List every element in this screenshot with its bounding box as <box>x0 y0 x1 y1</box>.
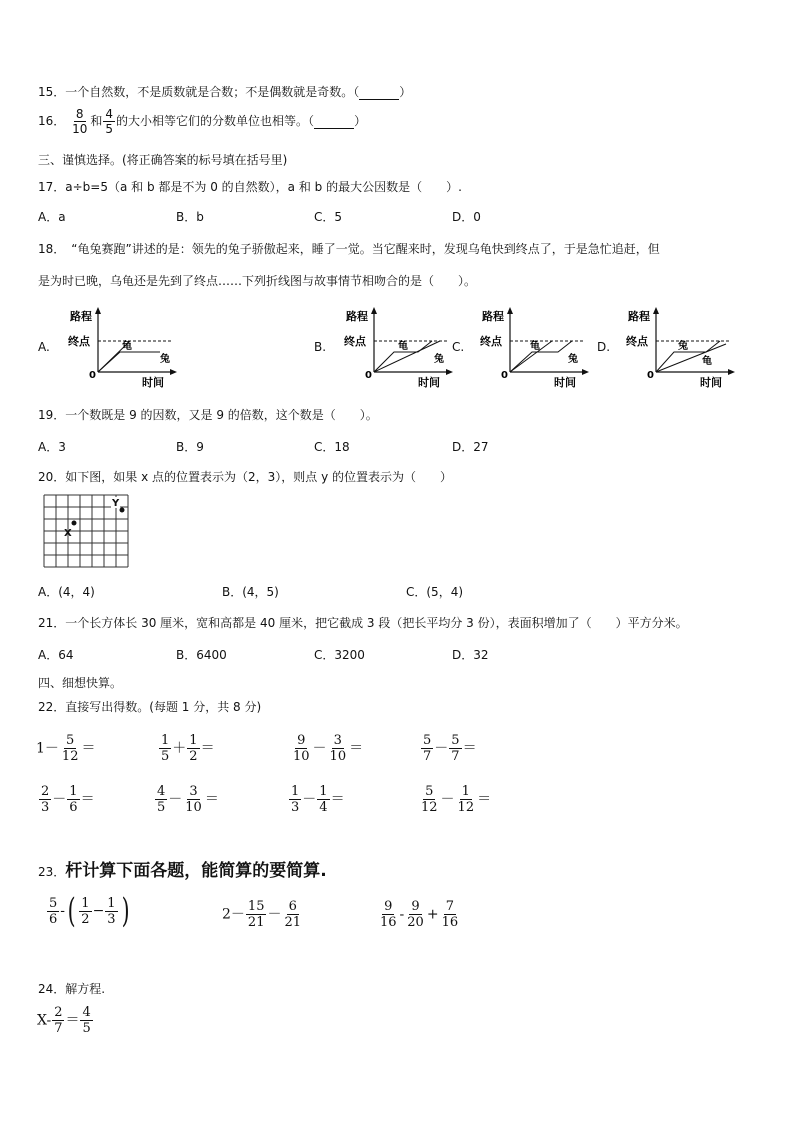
option-b[interactable]: B．b <box>176 210 204 224</box>
svg-text:时间: 时间 <box>418 376 440 388</box>
calc-item-4[interactable]: $\frac{5}{7}$ － $\frac{5}{7}$ ＝ <box>423 733 477 764</box>
question-19-text: 19．一个数既是 9 的因数，又是 9 的倍数，这个数是（ ）。 <box>38 408 378 422</box>
option-d[interactable]: D. <box>597 340 611 354</box>
equation[interactable]: X- $\frac{2}{7}$ ＝ $\frac{4}{5}$ <box>37 1005 91 1036</box>
option-a[interactable]: A．(4，4) <box>38 585 95 599</box>
svg-text:兔: 兔 <box>568 354 578 365</box>
svg-text:龟: 龟 <box>530 341 540 352</box>
point-x-label: X <box>64 528 72 539</box>
svg-text:时间: 时间 <box>142 376 164 388</box>
option-c[interactable]: C．5 <box>314 210 343 224</box>
answer-blank[interactable] <box>359 85 399 100</box>
svg-text:龟: 龟 <box>702 356 712 367</box>
option-b[interactable]: B．9 <box>176 440 204 454</box>
option-b[interactable]: B. <box>314 340 327 354</box>
point-y-label: Y <box>112 498 120 509</box>
option-d[interactable]: D．0 <box>452 210 481 224</box>
svg-text:龟: 龟 <box>398 341 408 352</box>
calc-item-3[interactable]: $\frac{9}{10}$ － $\frac{3}{10}$ ＝ <box>293 733 364 764</box>
graph-b[interactable] <box>336 304 456 388</box>
question-23-heading: 23．杆计算下面各题，能简算的要简算. <box>38 861 327 881</box>
question-20-text: 20．如下图，如果 x 点的位置表示为（2，3），则点 y 的位置表示为（ ） <box>38 470 453 484</box>
calc-item-1[interactable]: 1－ $\frac{5}{12}$ ＝ <box>36 733 96 764</box>
question-21-text: 21．一个长方体长 30 厘米，宽和高都是 40 厘米，把它截成 3 段（把长平均分 3 份），表面积增加了（ ）平方分米。 <box>38 616 688 630</box>
calc-item-5[interactable]: $\frac{2}{3}$ － $\frac{1}{6}$ ＝ <box>41 784 95 815</box>
option-c[interactable]: C．(5，4) <box>406 585 464 599</box>
svg-text:兔: 兔 <box>678 341 688 352</box>
svg-text:终点: 终点 <box>626 335 648 348</box>
expression-1[interactable]: $\frac{5}{6}$ -( $\frac{1}{2}$ − $\frac{1}{3}$ ) <box>49 891 130 931</box>
question-18-line2: 是为时已晚，乌龟还是先到了终点……下列折线图与故事情节相吻合的是（ ）。 <box>38 274 477 288</box>
calc-item-8[interactable]: $\frac{5}{12}$ － $\frac{1}{12}$ ＝ <box>421 784 492 815</box>
graph-a[interactable] <box>60 304 180 388</box>
question-17-text: 17．a÷b=5（a 和 b 都是不为 0 的自然数），a 和 b 的最大公因数是（ ）. <box>38 180 462 194</box>
answer-blank[interactable] <box>314 114 354 129</box>
option-a[interactable]: A. <box>38 340 50 354</box>
svg-text:0: 0 <box>647 370 654 381</box>
expression-2[interactable]: 2－ $\frac{15}{21}$ － $\frac{6}{21}$ <box>222 899 302 930</box>
question-24-text: 24．解方程. <box>38 982 106 996</box>
question-18-line1: 18． “龟兔赛跑”讲述的是：领先的兔子骄傲起来，睡了一觉。当它醒来时，发现乌龟快到终点了，于是急忙追赶，但 <box>38 242 660 256</box>
svg-text:路程: 路程 <box>628 310 650 323</box>
coordinate-grid <box>40 492 130 572</box>
section-4-heading: 四、细想快算。 <box>38 676 123 690</box>
svg-text:终点: 终点 <box>344 335 366 348</box>
svg-text:终点: 终点 <box>68 335 90 348</box>
svg-text:兔: 兔 <box>434 354 444 365</box>
svg-text:0: 0 <box>365 370 372 381</box>
question-15-text: 15．一个自然数，不是质数就是合数；不是偶数就是奇数。（ <box>38 85 360 99</box>
question-22-text: 22．直接写出得数。(每题 1 分，共 8 分) <box>38 700 262 714</box>
point-x <box>72 521 77 526</box>
question-16: 16． $\frac{8}{10}$ 和 $\frac{4}{5}$ 的大小相等它们的分数单位也相等。（ ） <box>38 107 367 136</box>
svg-text:路程: 路程 <box>70 310 92 323</box>
graph-d[interactable] <box>618 304 738 388</box>
expression-3[interactable]: $\frac{9}{16}$ - $\frac{9}{20}$ + $\frac{7}{16}$ <box>380 899 459 930</box>
calc-item-6[interactable]: $\frac{4}{5}$ － $\frac{3}{10}$ ＝ <box>157 784 219 815</box>
point-y <box>120 508 125 513</box>
option-d[interactable]: D．27 <box>452 440 489 454</box>
svg-text:路程: 路程 <box>482 310 504 323</box>
svg-text:终点: 终点 <box>480 335 502 348</box>
svg-text:时间: 时间 <box>700 376 722 388</box>
option-b[interactable]: B．(4，5) <box>222 585 279 599</box>
option-a[interactable]: A．a <box>38 210 66 224</box>
svg-text:路程: 路程 <box>346 310 368 323</box>
option-a[interactable]: A．64 <box>38 648 74 662</box>
section-3-heading: 三、谨慎选择。(将正确答案的标号填在括号里) <box>38 153 288 167</box>
option-a[interactable]: A．3 <box>38 440 66 454</box>
option-c[interactable]: C．18 <box>314 440 350 454</box>
svg-text:兔: 兔 <box>160 354 170 365</box>
option-c[interactable]: C. <box>452 340 465 354</box>
fraction: $\frac{4}{5}$ <box>105 107 114 136</box>
question-15: 15．一个自然数，不是质数就是合数；不是偶数就是奇数。（ ） <box>38 85 412 99</box>
svg-text:0: 0 <box>89 370 96 381</box>
option-d[interactable]: D．32 <box>452 648 489 662</box>
svg-text:0: 0 <box>501 370 508 381</box>
calc-item-7[interactable]: $\frac{1}{3}$ － $\frac{1}{4}$ ＝ <box>291 784 345 815</box>
fraction: $\frac{8}{10}$ <box>72 107 88 136</box>
option-b[interactable]: B．6400 <box>176 648 227 662</box>
option-c[interactable]: C．3200 <box>314 648 365 662</box>
svg-text:时间: 时间 <box>554 376 576 388</box>
svg-text:龟: 龟 <box>122 341 132 352</box>
graph-c[interactable] <box>472 304 592 388</box>
calc-item-2[interactable]: $\frac{1}{5}$ ＋ $\frac{1}{2}$ ＝ <box>161 733 215 764</box>
